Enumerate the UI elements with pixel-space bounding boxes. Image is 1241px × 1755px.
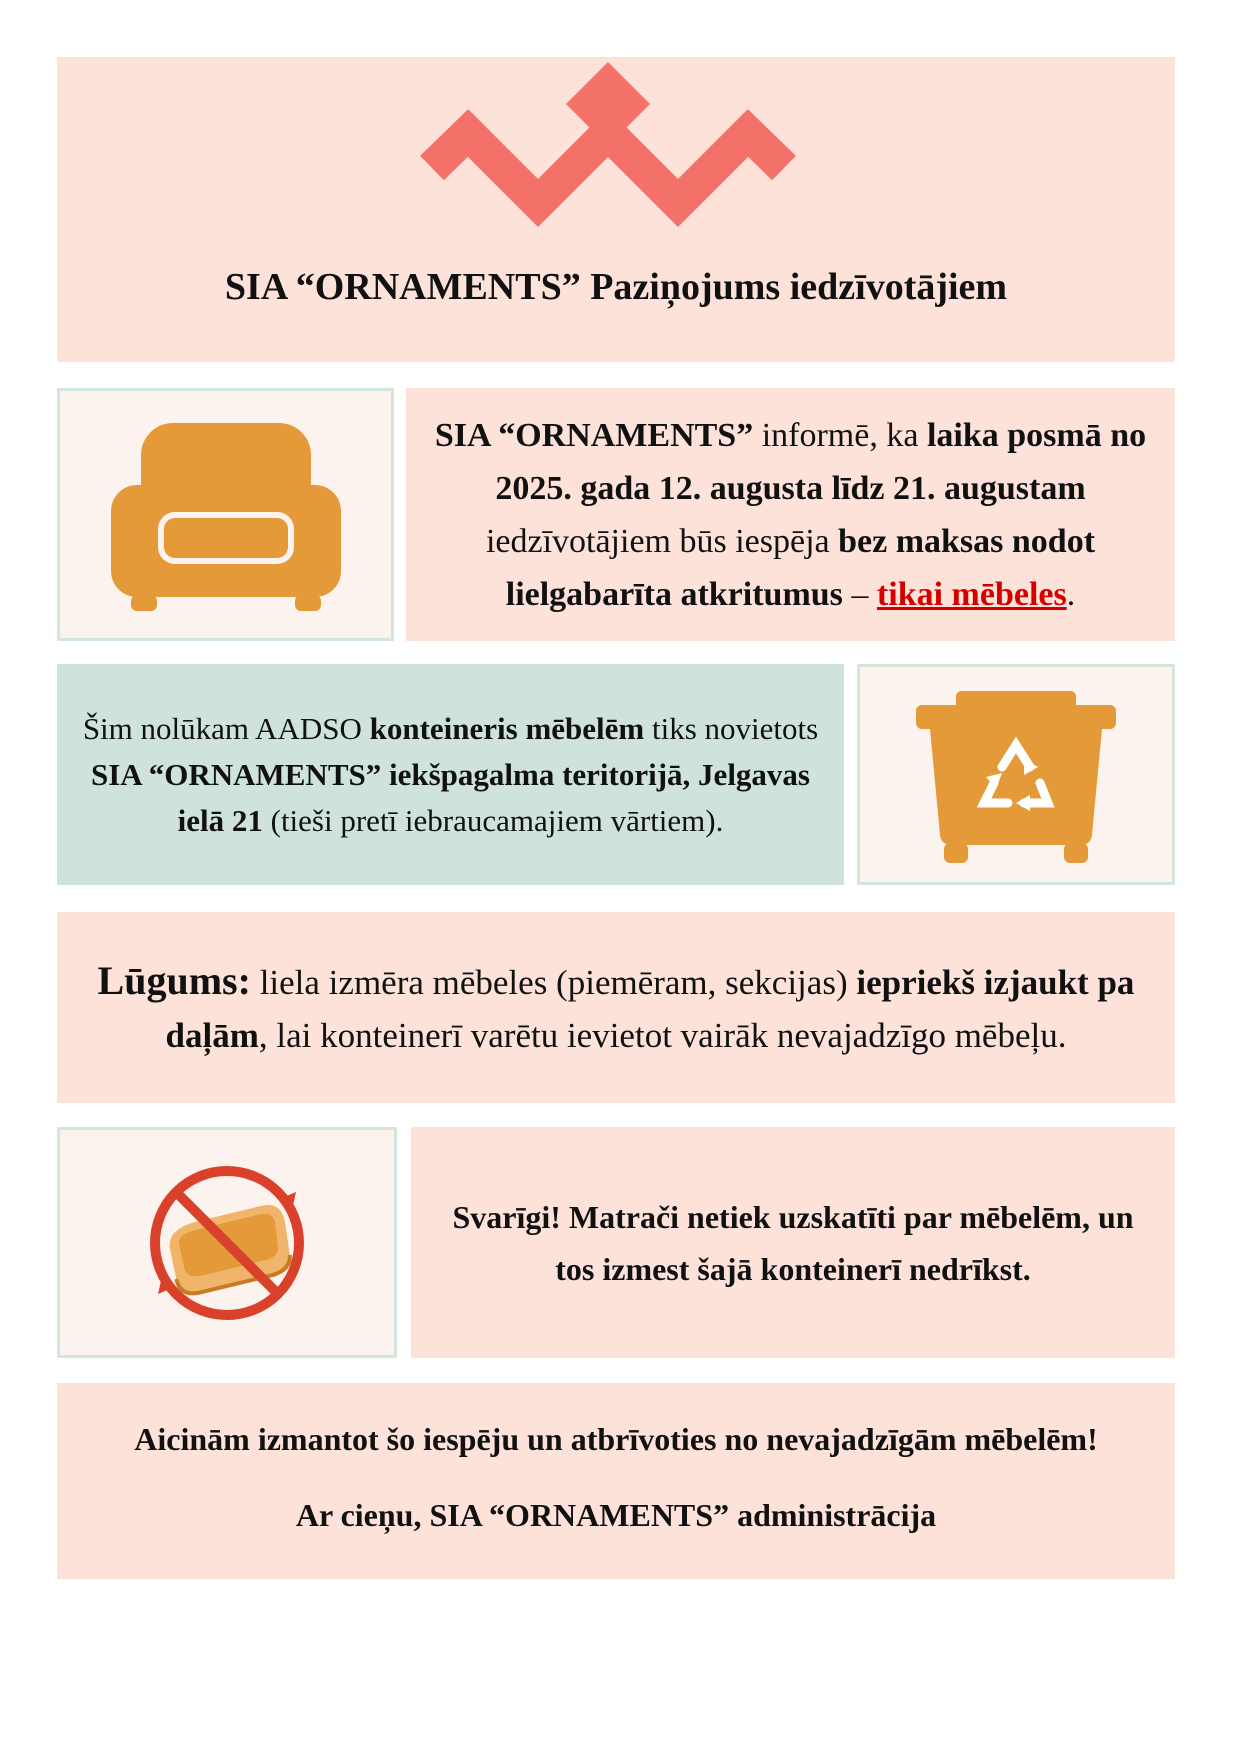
warning-text: Svarīgi! Matrači netiek uzskatīti par mēbelēm, un tos izmest šajā konteinerī nedrīkst. (452, 1198, 1134, 1287)
call-to-action: Aicinām izmantot šo iespēju un atbrīvoties no nevajadzīgām mēbelēm! (134, 1421, 1098, 1457)
armchair-panel (57, 388, 394, 641)
free-disposal-text: bez maksas nodot lielgabarīta atkritumus (505, 522, 1096, 613)
bin-panel (857, 664, 1175, 885)
header-panel (57, 57, 1175, 362)
location-text: SIA “ORNAMENTS” iekšpagalma teritorijā, Jelgavas ielā 21 (90, 756, 810, 838)
request-label: Lūgums: (97, 957, 251, 1003)
warning-panel (411, 1127, 1175, 1358)
info-panel (406, 388, 1175, 641)
no-mattress-icon (142, 1158, 312, 1328)
armchair-icon (111, 415, 341, 615)
only-furniture-link[interactable]: tikai mēbeles (876, 575, 1067, 613)
container-text: Šim nolūkam AADSO konteineris mēbelēm tiks novietots SIA “ORNAMENTS” iekšpagalma teritorijā, Jelgavas ielā 21 (tieši pretī iebraucamajiem vārtiem). (82, 710, 819, 838)
disassemble-text: iepriekš izjaukt pa daļām (165, 962, 1135, 1055)
zigzag-logo (57, 57, 1175, 257)
request-text: Lūgums: liela izmēra mēbeles (piemēram, sekcijas) iepriekš izjaukt pa daļām, lai konteinerī varētu ievietot vairāk nevajadzīgo mēbeļu. (97, 957, 1135, 1055)
period-text: laika posmā no 2025. gada 12. augusta līdz 21. augustam (495, 416, 1147, 507)
container-panel (57, 664, 844, 885)
request-panel (57, 912, 1175, 1103)
page-title: SIA “ORNAMENTS” Paziņojums iedzīvotājiem (224, 266, 1008, 308)
recycle-bin-icon (916, 685, 1116, 865)
signature: Ar cieņu, SIA “ORNAMENTS” administrācija (295, 1497, 937, 1533)
info-text: SIA “ORNAMENTS” informē, ka laika posmā no 2025. gada 12. augusta līdz 21. augustam iedzīvotājiem būs iespēja bez maksas nodot lielgabarīta atkritumus – tikai mēbeles. (434, 416, 1147, 613)
mattress-panel (57, 1127, 397, 1358)
footer-panel (57, 1383, 1175, 1579)
company-name: SIA “ORNAMENTS” (434, 416, 754, 454)
